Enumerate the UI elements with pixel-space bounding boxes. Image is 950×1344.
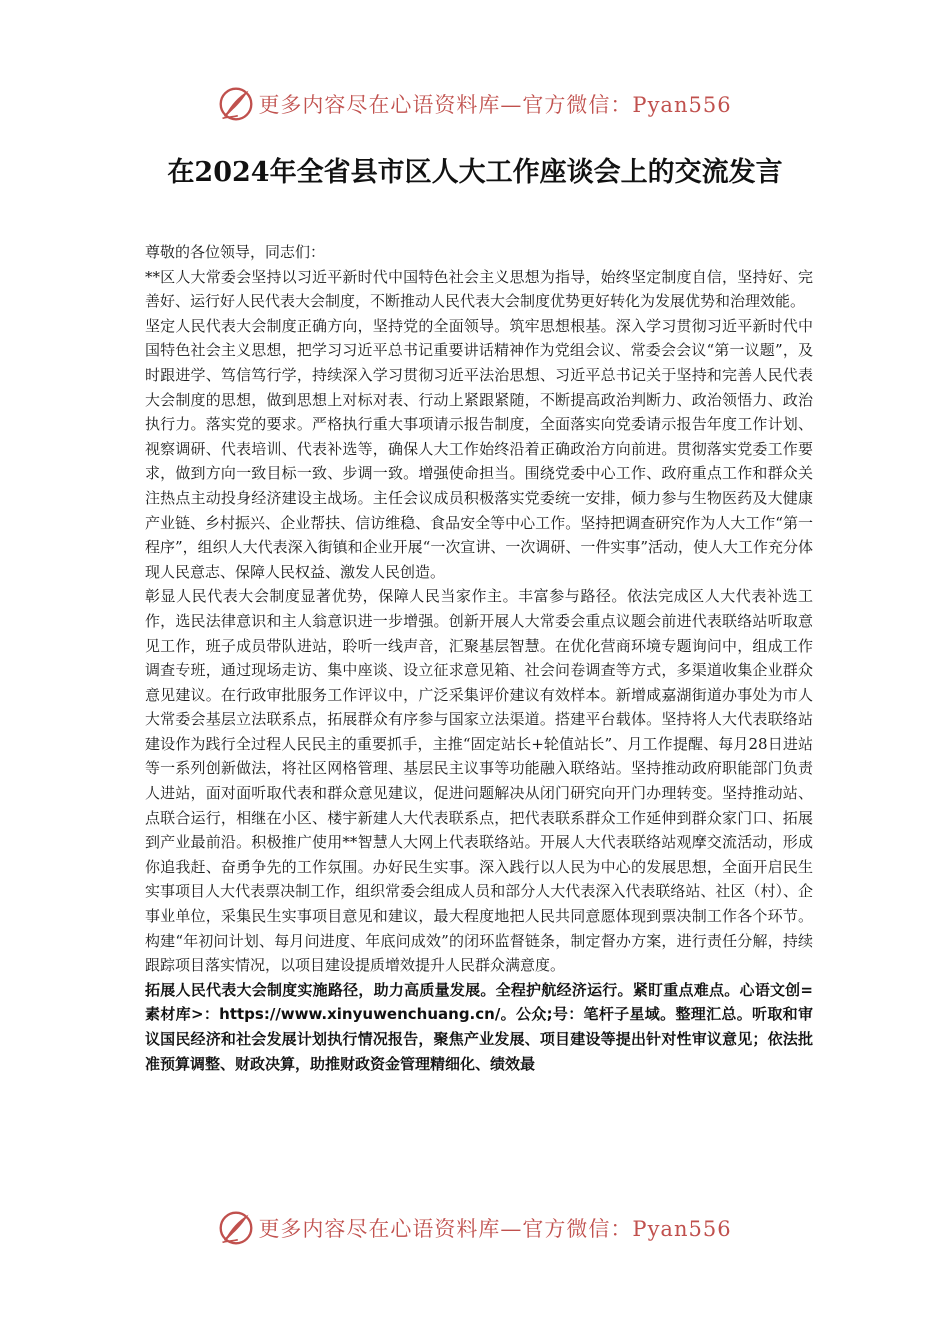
paragraph-intro: **区人大常委会坚持以习近平新时代中国特色社会主义思想为指导，始终坚定制度自信，坚持好、完善好、运行好人民代表大会制度，不断推动人民代表大会制度优势更好转化为发展优势和治理效能。 — [145, 267, 813, 311]
watermark-banner-bottom — [0, 1206, 950, 1250]
watermark-banner-top — [0, 82, 950, 126]
paragraph-people-masters: 彰显人民代表大会制度显著优势，保障人民当家作主。丰富参与路径。依法完成区人大代表补选工作，选民法律意识和主人翁意识进一步增强。创新开展人大常委会重点议题会前进代表联络站听取意见工作，班子成员带队进站，聆听一线声音，汇聚基层智慧。在优化营商环境专题询问中，组成工作调查专班，通过现场走访、集中座谈、设立征求意见箱、社会问卷调查等方式，多渠道收集企业群众意见建议。在行政审批服务工作评议中，广泛采集评价建议有效样本。新增咸嘉湖街道办事处为市人大常委会基层立法联系点，拓展群众有序参与国家立法渠道。搭建平台载体。坚持将人大代表联络站建设作为践行全过程人民民主的重要抓手，主推“固定站长+轮值站长”、月工作提醒、每月28日进站等一系列创新做法，将社区网格管理、基层民主议事等功能融入联络站。坚持推动政府职能部门负责人进站，面对面听取代表和群众意见建议，促进问题解决从闭门研究向开门办理转变。坚持推动站、点联合运行，相继在小区、楼宇新建人大代表联系点，把代表联系群众工作延伸到群众家门口、拓展到产业最前沿。积极推广使用**智慧人大网上代表联络站。开展人大代表联络站观摩交流活动，形成你追我赶、奋勇争先的工作氛围。办好民生实事。深入践行以人民为中心的发展思想，全面开启民生实事项目人大代表票决制工作，组织常委会组成人员和部分人大代表深入代表联络站、社区（村）、企事业单位，采集民生实事项目意见和建议，最大程度地把人民共同意愿体现到票决制工作各个环节。构建“年初问计划、每月问进度、年底问成效”的闭环监督链条，制定督办方案，进行责任分解，持续跟踪项目落实情况，以项目建设提质增效提升人民群众满意度。 — [145, 587, 813, 975]
document-body — [145, 240, 813, 1076]
quill-pen-logo-icon — [218, 1210, 254, 1246]
paragraph-implementation-path: 拓展人民代表大会制度实施路径，助力高质量发展。全程护航经济运行。紧盯重点难点。心语文创=素材库>：https://www.xinyuwenchuang.cn/。公众;号：笔杆子星域。整理汇总。听取和审议国民经济和社会发展计划执行情况报告，聚焦产业发展、项目建设等提出针对性审议意见；依法批准预算调整、财政决算，助推财政资金管理精细化、绩效最 — [145, 980, 813, 1073]
watermark-text: 更多内容尽在心语资料库—官方微信：Pyan556 — [258, 93, 732, 117]
watermark-text: 更多内容尽在心语资料库—官方微信：Pyan556 — [258, 1217, 732, 1241]
document-title: 在2024年全省县市区人大工作座谈会上的交流发言 — [167, 157, 783, 188]
quill-pen-logo-icon — [218, 86, 254, 122]
salutation: 尊敬的各位领导，同志们： — [145, 243, 326, 261]
paragraph-party-leadership: 坚定人民代表大会制度正确方向，坚持党的全面领导。筑牢思想根基。深入学习贯彻习近平新时代中国特色社会主义思想，把学习习近平总书记重要讲话精神作为党组会议、常委会会议“第一议题”，及时跟进学、笃信笃行学，持续深入学习贯彻习近平法治思想、习近平总书记关于坚持和完善人民代表大会制度的思想，做到思想上对标对表、行动上紧跟紧随，不断提高政治判断力、政治领悟力、政治执行力。落实党的要求。严格执行重大事项请示报告制度，全面落实向党委请示报告年度工作计划、视察调研、代表培训、代表补选等，确保人大工作始终沿着正确政治方向前进。贯彻落实党委工作要求，做到方向一致目标一致、步调一致。增强使命担当。围绕党委中心工作、政府重点工作和群众关注热点主动投身经济建设主战场。主任会议成员积极落实党委统一安排，倾力参与生物医药及大健康产业链、乡村振兴、企业帮扶、信访维稳、食品安全等中心工作。坚持把调查研究作为人大工作“第一程序”，组织人大代表深入街镇和企业开展“一次宣讲、一次调研、一件实事”活动，使人大工作充分体现人民意志、保障人民权益、激发人民创造。 — [145, 316, 814, 581]
